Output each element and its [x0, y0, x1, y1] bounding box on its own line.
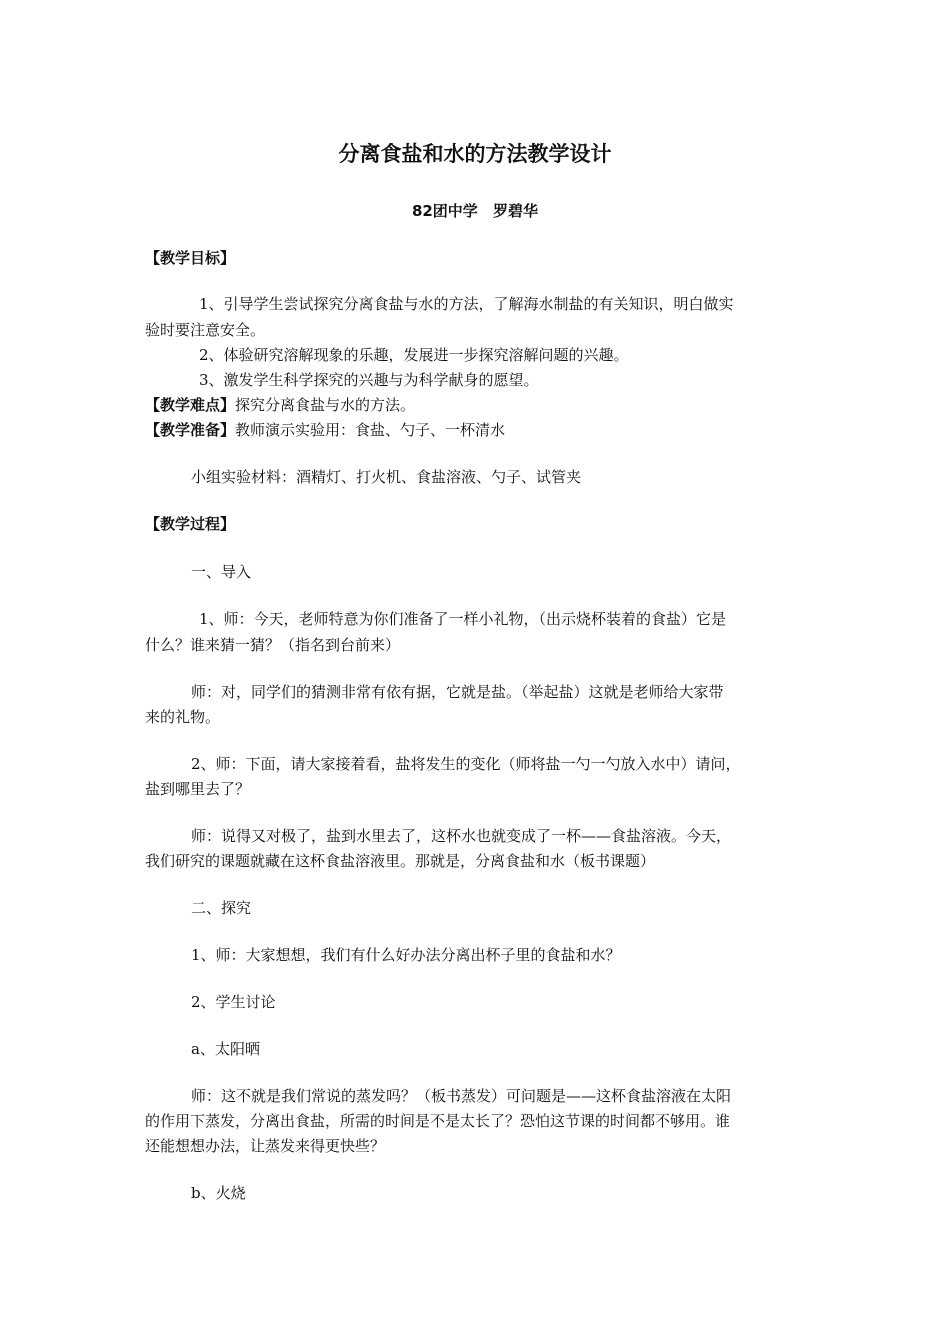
para-2-line-1: 师：对，同学们的猜测非常有依有据，它就是盐。（举起盐）这就是老师给大家带: [191, 683, 724, 701]
para-1-line-1: 1、师：今天，老师特意为你们准备了一样小礼物，（出示烧杯装着的食盐）它是: [199, 610, 727, 628]
goal-1-line-1: 1、引导学生尝试探究分离食盐与水的方法，了解海水制盐的有关知识，明白做实: [199, 295, 734, 313]
para-1-line-2: 什么？谁来猜一猜？（指名到台前来）: [145, 636, 401, 654]
para-3-line-2: 盐到哪里去了？: [145, 780, 251, 798]
question-1: 1、师：大家想想，我们有什么好办法分离出杯子里的食盐和水？: [191, 946, 621, 964]
goals-heading: 【教学目标】: [145, 249, 236, 267]
prep-label: 【教学准备】: [145, 421, 236, 439]
prep-text: 教师演示实验用：食盐、勺子、一杯清水: [235, 421, 506, 439]
answer-a: a、太阳晒: [191, 1040, 260, 1058]
section-2-heading: 二、探究: [191, 899, 252, 917]
difficulty-paragraph: [145, 393, 805, 417]
section-1-heading: 一、导入: [191, 563, 252, 581]
para-4-line-1: 师：说得又对极了，盐到水里去了，这杯水也就变成了一杯——食盐溶液。今天，: [191, 827, 732, 845]
para-5-line-3: 还能想想办法，让蒸发来得更快些？: [145, 1137, 386, 1155]
process-heading: 【教学过程】: [145, 515, 236, 533]
prep-group-materials: 小组实验材料：酒精灯、打火机、食盐溶液、勺子、试管夹: [191, 468, 582, 486]
para-3-line-1: 2、师：下面，请大家接着看，盐将发生的变化（师将盐一勺一勺放入水中）请问，: [191, 755, 741, 773]
para-5-line-1: 师：这不就是我们常说的蒸发吗？（板书蒸发）可问题是——这杯食盐溶液在太阳: [191, 1087, 732, 1105]
question-2: 2、学生讨论: [191, 993, 276, 1011]
goal-2: 2、体验研究溶解现象的乐趣，发展进一步探究溶解问题的兴趣。: [199, 346, 629, 364]
document-title: 分离食盐和水的方法教学设计: [338, 142, 612, 166]
para-4-line-2: 我们研究的课题就藏在这杯食盐溶液里。那就是，分离食盐和水（板书课题）: [145, 852, 656, 870]
answer-b: b、火烧: [191, 1184, 246, 1202]
prep-paragraph: [145, 418, 805, 442]
document-author: 82团中学 罗碧华: [411, 202, 539, 220]
difficulty-text: 探究分离食盐与水的方法。: [235, 396, 416, 414]
goal-1-line-2: 验时要注意安全。: [145, 321, 266, 339]
para-2-line-2: 来的礼物。: [145, 708, 221, 726]
goal-3: 3、激发学生科学探究的兴趣与为科学献身的愿望。: [199, 371, 539, 389]
difficulty-label: 【教学难点】: [145, 396, 236, 414]
para-5-line-2: 的作用下蒸发，分离出食盐，所需的时间是不是太长了？恐怕这节课的时间都不够用。谁: [145, 1112, 731, 1130]
